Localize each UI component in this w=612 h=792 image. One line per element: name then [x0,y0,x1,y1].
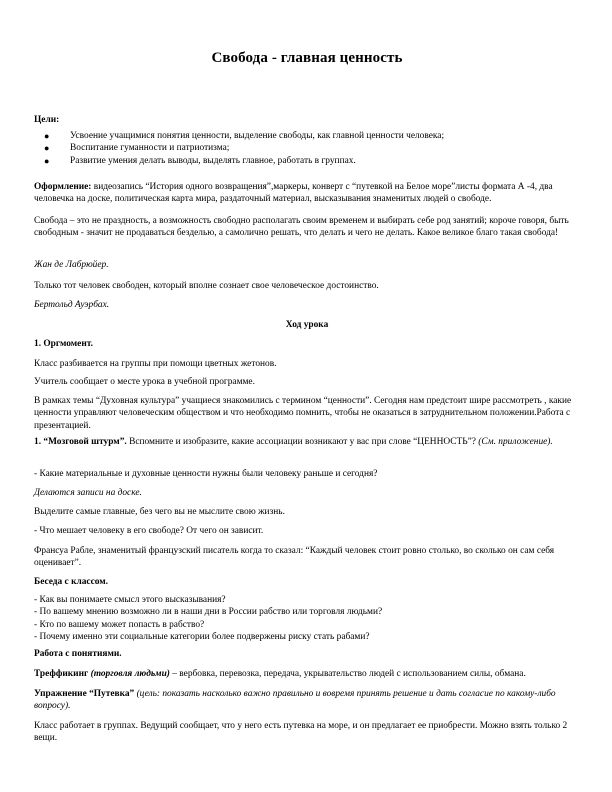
goal-item: ● Усвоение учащимися понятия ценности, выделение свободы, как главной ценности человека; [44,131,445,141]
bullet-icon: ● [44,131,50,141]
lesson-heading: Ход урока [285,320,329,330]
equipment-paragraph [34,181,580,206]
trafficking-italic: (торговля людьми) [90,669,170,679]
final-paragraph: Класс работает в группах. Ведущий сообщает, что у него есть путевка на море, и он предлагает ее приобрести. Можно взять только 2 вещи. [34,721,568,744]
board-note: Делаются записи на доске. [34,488,142,498]
equipment-text: видеозапись “История одного возвращения”,маркеры, конверт с “путевкой на Белое море”листы формата А -4, два человечка на доске, политическая карта мира, раздаточный материал, высказывания знаменитых людей о свободе. [34,182,553,205]
brainstorm-text: Вспомните и изобразите, какие ассоциации возникают у вас при слове “ЦЕННОСТЬ”? [126,437,479,447]
talk-question: - По вашему мнению возможно ли в наши дни в России рабство или торговля людьми? [34,607,383,618]
goals-label: Цели: [34,115,60,125]
quote-auerbach: Только тот человек свободен, который вполне сознает свое человеческое достоинство. [34,281,379,291]
quote-auerbach-author: Бертольд Ауэрбах. [34,300,110,310]
rabelais-quote: Франсуа Рабле, знаменитый французский писатель когда то сказал: “Каждый человек стоит ровно столько, во сколько он сам себя оценивает”. [34,546,555,569]
talk-question: - Почему именно эти социальные категории более подвержены риску стать рабами? [34,632,370,643]
section-orgmoment-heading: 1. Оргмомент. [34,339,93,349]
question-freedom: - Что мешает человеку в его свободе? От чего он зависит. [34,526,264,536]
brainstorm-paragraph [34,436,580,448]
brainstorm-note: (См. приложение). [478,437,553,447]
concepts-heading: Работа с понятиями. [34,649,122,659]
goals-list [34,130,580,167]
orgmoment-p2: Учитель сообщает о месте урока в учебной программе. [34,377,255,387]
talk-question: - Кто по вашему может попасть в рабство? [34,619,205,630]
exercise-paragraph [34,688,580,713]
exercise-note: (цель: показать насколько важно правильно и вовремя принять решение и дать согласие по какому-либо вопросу). [34,689,556,712]
talk-heading: Беседа с классом. [34,577,108,587]
highlight-instruction: Выделите самые главные, без чего вы не мыслите свою жизнь. [34,507,285,517]
trafficking-def: – вербовка, перевозка, передача, укрывательство людей с использованием силы, обмана. [169,669,526,679]
talk-question: - Как вы понимаете смысл этого высказывания? [34,595,226,605]
goal-item: ● Воспитание гуманности и патриотизма; [44,143,230,154]
brainstorm-label: 1. “Мозговой штурм”. [34,437,127,447]
quote-labruyere: Свобода – это не праздность, а возможность свободно располагать своим временем и выбирать себе род занятий; короче говоря, быть свободным - значит не продаваться безделью, а самолично решать, что делать и чего не делать. Какое великое благо такая свобода! [34,216,569,239]
equipment-label: Оформление: [34,182,92,192]
trafficking-term: Треффикинг [34,669,91,679]
exercise-label: Упражнение “Путевка” [34,689,135,699]
orgmoment-p3: В рамках темы “Духовная культура” учащиеся знакомились с термином “ценности”. Сегодня нам предстоит шире рассмотреть , какие ценности управляют человеческим обществом и что необходимо помнить, чтобы не оказаться в затруднительном положении.Работа с презентацией. [34,396,572,431]
goal-item: ● Развитие умения делать выводы, выделять главное, работать в группах. [44,155,356,166]
orgmoment-p1: Класс разбивается на группы при помощи цветных жетонов. [34,359,277,369]
bullet-icon: ● [44,143,50,154]
talk-questions [34,594,580,644]
page-title: Свобода - главная ценность [211,50,403,66]
quote-labruyere-author: Жан де Лабрюйер. [34,260,109,270]
bullet-icon: ● [44,155,50,166]
question-values: - Какие материальные и духовные ценности нужны были человеку раньше и сегодня? [34,469,378,479]
trafficking-definition [34,668,580,680]
